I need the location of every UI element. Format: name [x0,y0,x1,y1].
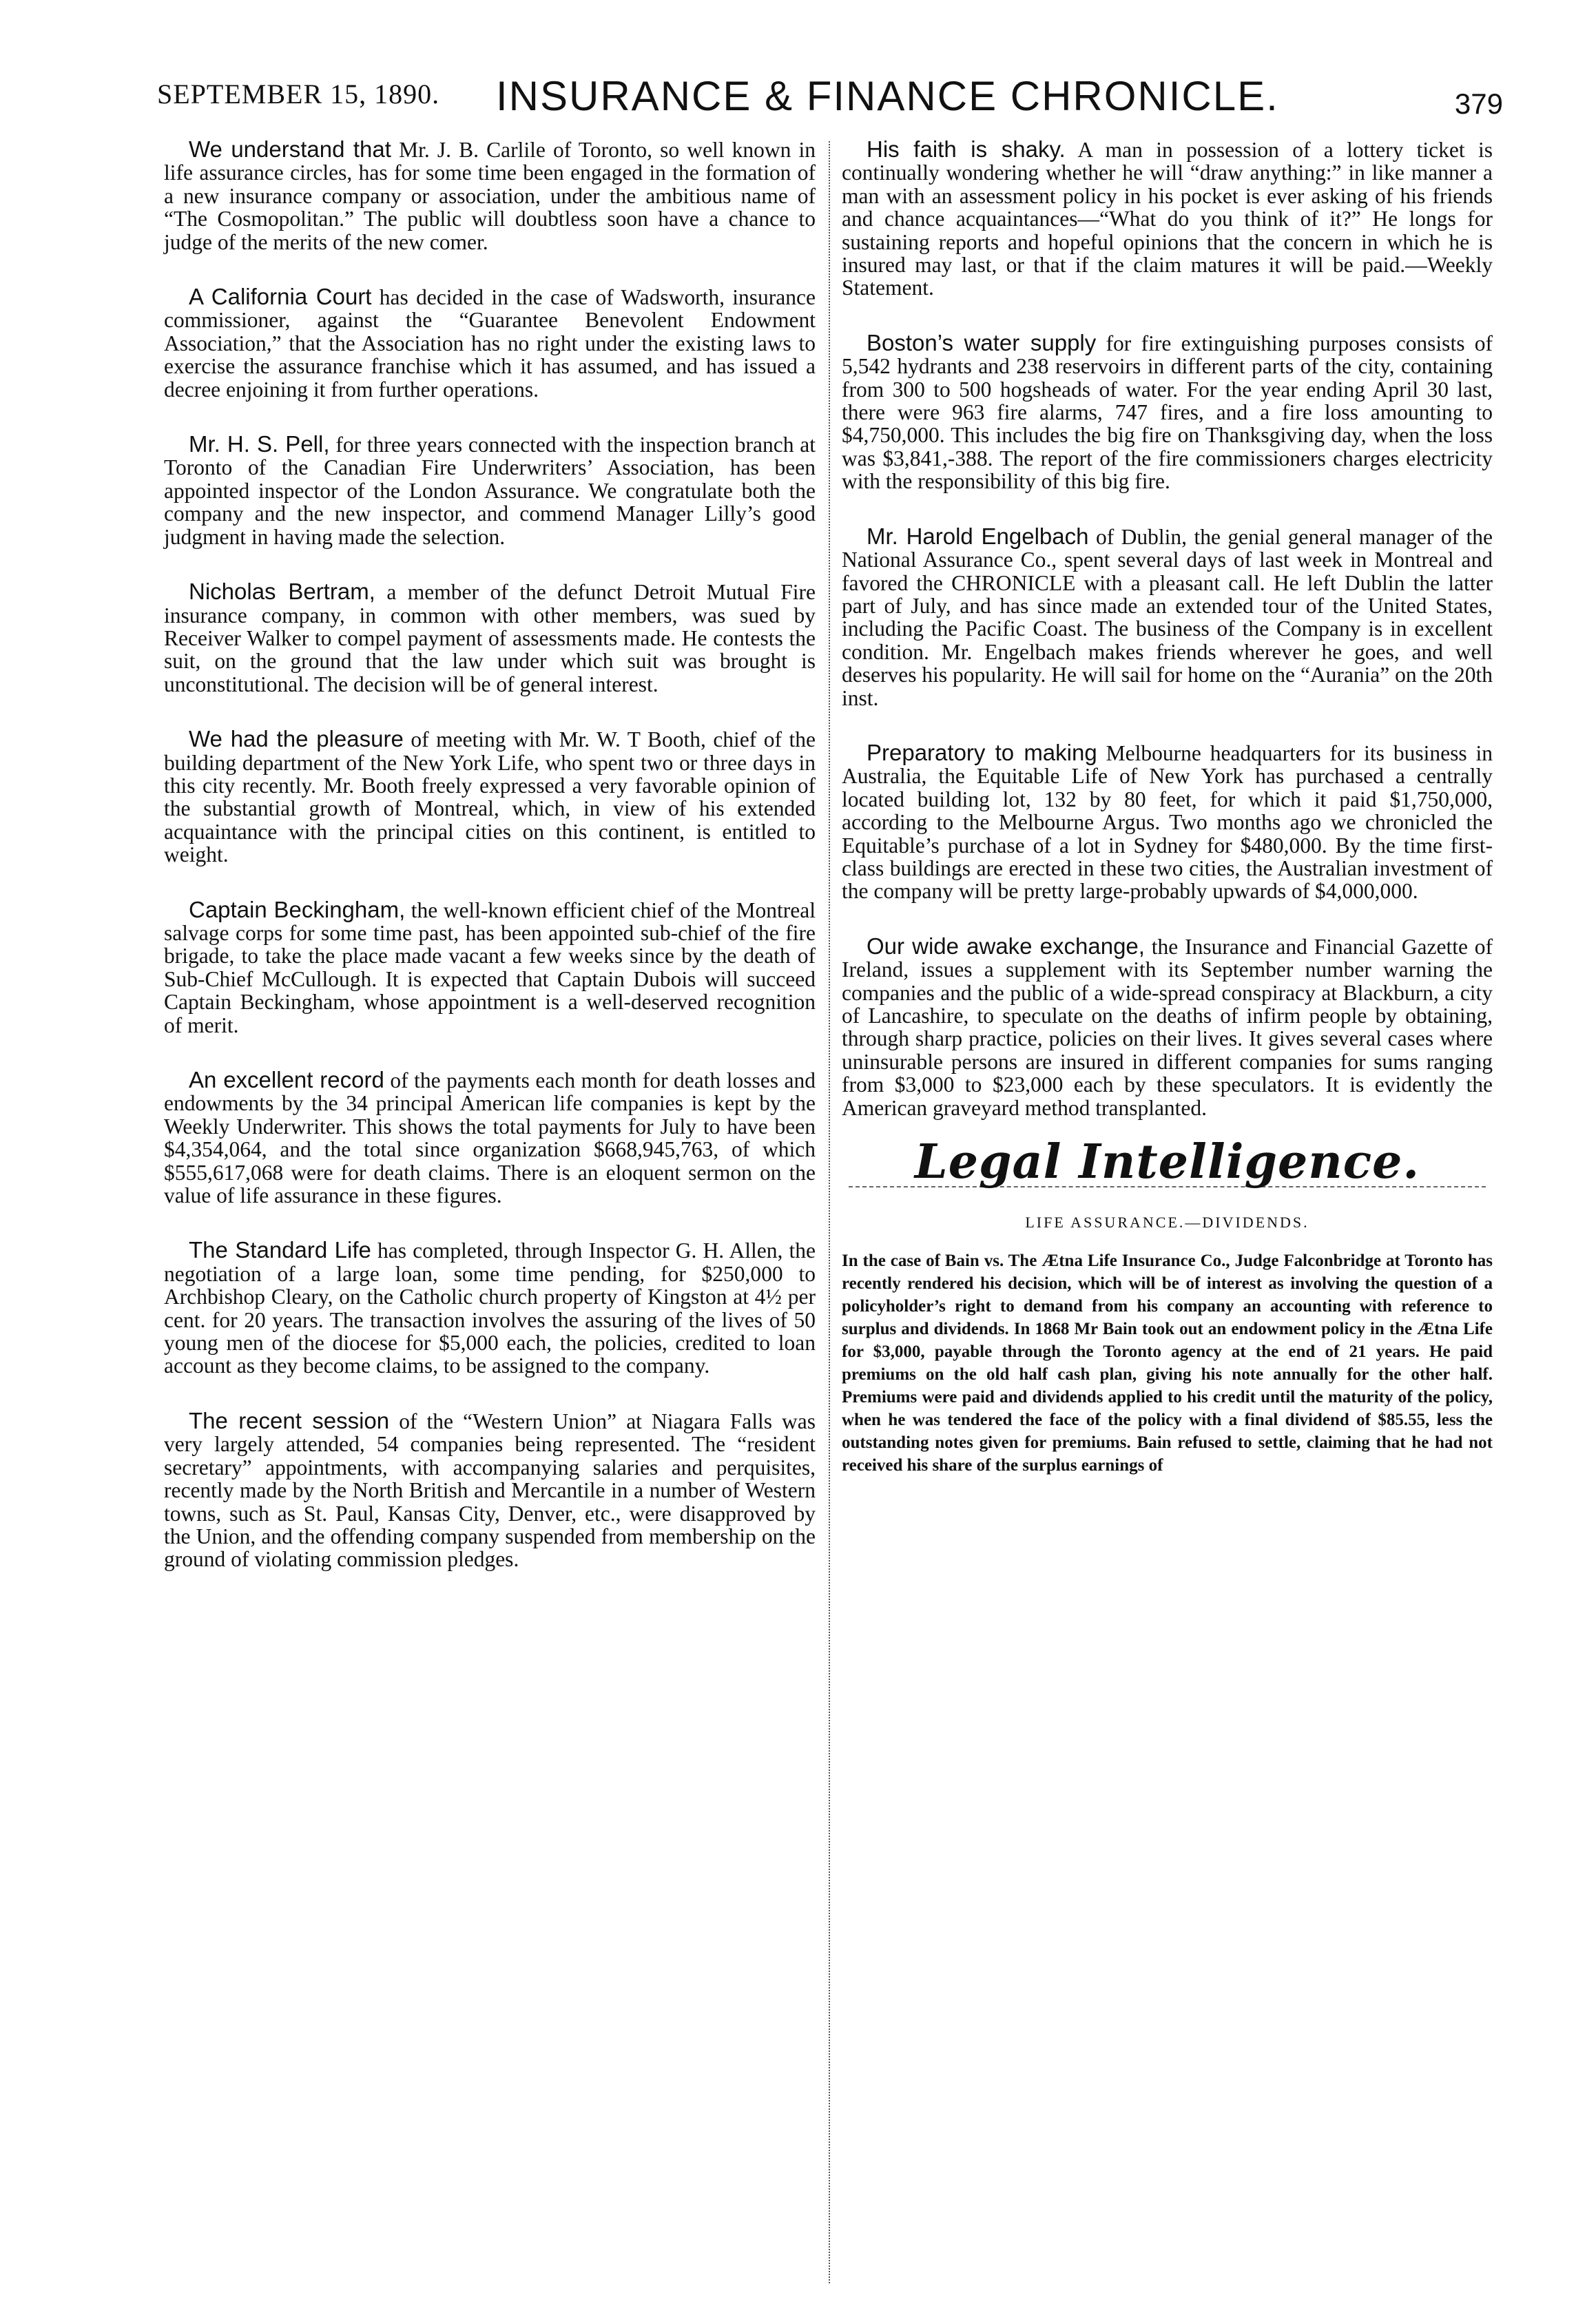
item-text: of the “Western Union” at Niagara Falls was very largely attended, 54 companies being represented. The “resident secretary” appointments, with accompanying salaries and perquisites, recently made by the North British and Mercantile in a number of Western towns, such as St. Paul, Kansas City, Denver, etc., were disapproved by the Union, and the offending company suspended from membership on the ground of violating commission pledges. [164,1409,816,1572]
news-item [164,580,816,696]
item-text: the well-known efficient chief of the Montreal salvage corps for some time past, has been appointed sub-chief of the fire brigade, to take the place made vacant a few weeks since by the death of Sub-Chief McCullough. It is expected that Captain Dubois will succeed Captain Beckingham, whose appointment is a well-deserved recognition of merit. [164,897,816,1037]
right-column [842,138,1493,1477]
item-text: A man in possession of a lottery ticket is continually wondering whether he will “draw anything:” in like manner a man with an assessment policy in his pocket is ever asking of his friends and chance acquaintances—“What do you think of it?” He longs for sustaining reports and hopeful opinions that the concern in which he is insured may last, or that if the claim matures it will be paid.—Weekly Statement. [842,138,1493,300]
news-item [842,331,1493,493]
item-text: a member of the defunct Detroit Mutual Fire insurance company, in common with other members, was sued by Receiver Walker to compel payment of assessments made. He contests the suit, on the ground that the law under which suit was brought is unconstitutional. The decision will be of general interest. [164,580,816,696]
issue-date: SEPTEMBER 15, 1890. [157,79,440,110]
item-text: of Dublin, the genial general manager of the National Assurance Co., spent several days of last week in Montreal and favored the CHRONICLE with a pleasant call. He left Dublin the latter part of July, and has since made an extended tour of the United States, including the Pacific Coast. The business of the Company is in excellent condition. Mr. Engelbach makes friends wherever he goes, and well deserves his popularity. He will sail for home on the “Aurania” on the 20th inst. [842,524,1493,710]
section-heading: Legal Intelligence. [914,1134,1420,1190]
news-item [164,1409,816,1571]
item-lead: His faith is shaky. [867,136,1066,162]
news-item [164,285,816,401]
left-column [164,138,816,1603]
item-text: for three years connected with the inspection branch at Toronto of the Canadian Fire Underwriters’ Association, has been appointed inspector of the London Assurance. We congratulate both the company and the new inspector, and commend Manager Lilly’s good judgment in having made the selection. [164,433,816,549]
news-item [164,433,816,548]
item-lead: The Standard Life [189,1237,371,1263]
item-lead: We had the pleasure [189,726,404,752]
item-text: of the payments each month for death losses and endowments by the 34 principal American life companies is kept by the Weekly Underwriter. This shows the total payments for July to have been $4,354,064, and the total since organization $668,945,763, of which $555,617,068 were for death claims. There is an eloquent sermon on the value of life assurance in these figures. [164,1068,816,1208]
article-subheading: LIFE ASSURANCE.—DIVIDENDS. [1025,1214,1309,1232]
page-number: 379 [1454,87,1503,120]
item-text: has completed, through Inspector G. H. Allen, the negotiation of a large loan, some time pending, for $250,000 to Archbishop Cleary, on the Catholic church property of Kingston at 4½ per cent. for 20 years. The transaction involves the assuring of the lives of 50 young men of the diocese for $5,000 each, the policies, credited to loan account as they become claims, to be assigned to the company. [164,1238,816,1378]
legal-article-text: In the case of Bain vs. The Ætna Life Insurance Co., Judge Falconbridge at Toronto has recently rendered his decision, which will be of interest as involving the question of a policyholder’s right to demand from his company an accounting with reference to surplus and dividends. In 1868 Mr Bain took out an endowment policy in the Ætna Life for $3,000, payable through the Toronto agency at the end of 21 years. He paid premiums on the old half cash plan, giving his note annually for the other half. Premiums were paid and dividends applied to his credit until the maturity of the policy, when he was tendered the face of the policy with a final dividend of $85.55, less the outstanding notes given for premiums. Bain refused to settle, claiming that he had not received his share of the surplus earnings of [842,1251,1493,1475]
item-text: the Insurance and Financial Gazette of Ireland, issues a supplement with its September number warning the companies and the public of a wide-spread conspiracy at Blackburn, a city of Lancashire, to speculate on the deaths of infirm people by obtaining, through sharp practice, policies on their lives. It gives several cases where uninsurable persons are insured in different companies for sums ranging from $3,000 to $23,000 each by these speculators. It is evidently the American graveyard method transplanted. [842,934,1493,1120]
publication-title: INSURANCE & FINANCE CHRONICLE. [496,73,1279,119]
news-item [164,1238,816,1377]
news-item [842,525,1493,709]
item-lead: Boston’s water supply [867,329,1097,355]
item-lead: We understand that [189,136,391,162]
news-item [164,727,816,866]
item-text: for fire extinguishing purposes consists of 5,542 hydrants and 238 reservoirs in different parts of the city, containing from 300 to 500 hogsheads of water. For the year ending April 30 last, there were 963 fire alarms, 747 fires, and a fire loss amounting to $4,750,000. This includes the big fire on Thanksgiving day, when the loss was $3,841,-388. The report of the fire commissioners charges electricity with the responsibility of this big fire. [842,331,1493,494]
item-lead: Preparatory to making [867,739,1097,765]
news-item [164,898,816,1037]
item-lead: Nicholas Bertram, [189,579,375,605]
masthead [138,65,1515,127]
item-lead: An excellent record [189,1067,384,1092]
item-lead: The recent session [189,1407,390,1433]
item-text: Melbourne headquarters for its business in Australia, the Equitable Life of New York has purchased a centrally located building lot, 132 by 80 feet, for which it paid $1,750,000, according to the Melbourne Argus. Two months ago we chronicled the Equitable’s purchase of a lot in Sydney for $480,000. By the time first-class buildings are erected in these two cities, the Australian investment of the company will be pretty large-probably upwards of $4,000,000. [842,740,1493,904]
news-item [842,741,1493,903]
item-text: has decided in the case of Wadsworth, insurance commissioner, against the “Guarantee Benevolent Endowment Association,” that the Association has no right under the existing laws to exercise the assurance franchise which it has assumed, and has issued a decree enjoining it from further operations. [164,285,816,402]
news-item [164,138,816,253]
news-item [842,935,1493,1119]
item-lead: Mr. Harold Engelbach [867,523,1089,549]
item-text: of meeting with Mr. W. T Booth, chief of the building department of the New York Life, who spent two or three days in this city recently. Mr. Booth freely expressed a very favorable opinion of the substantial growth of Montreal, which, in view of his extended acquaintance with the principal cities on this continent, is entitled to weight. [164,727,816,867]
item-lead: Captain Beckingham, [189,896,406,922]
item-lead: Mr. H. S. Pell, [189,431,330,457]
news-item [842,138,1493,300]
news-item [164,1068,816,1207]
item-text: Mr. J. B. Carlile of Toronto, so well known in life assurance circles, has for some time been engaged in the formation of a new insurance company or association, under the ambitious name of “The Cosmopolitan.” The public will doubtless soon have a chance to judge of the merits of the new comer. [164,138,816,254]
item-lead: A California Court [189,284,372,310]
item-lead: Our wide awake exchange, [867,933,1145,959]
column-divider [829,141,830,2283]
